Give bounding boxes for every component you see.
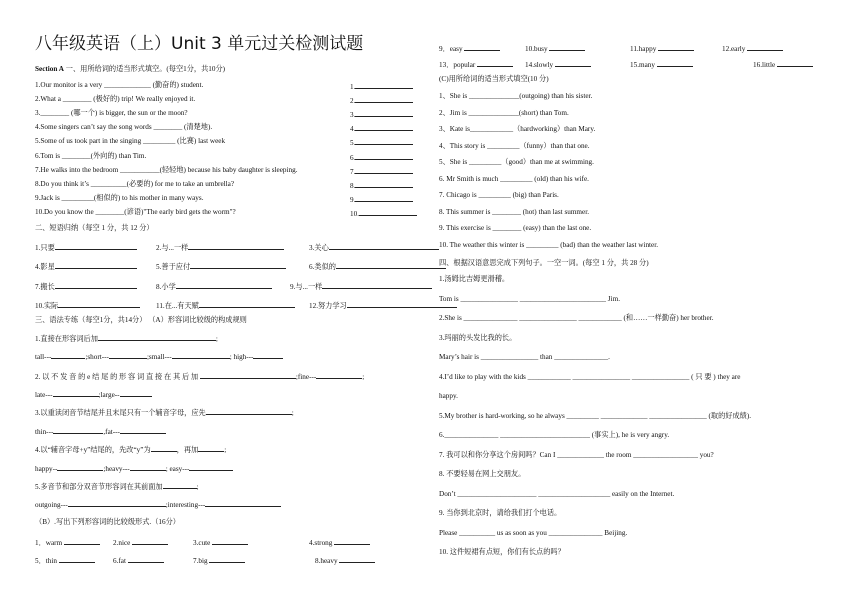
phrase-item: 6.类似的 bbox=[309, 261, 446, 272]
answer-line: 7. bbox=[350, 166, 413, 177]
fill-item: 2、Jim is ______________(short) than Tom. bbox=[439, 108, 569, 117]
phrase-item: 10.实际 bbox=[35, 300, 140, 311]
translation-line: 7. 我可以和你分享这个房间吗？Can I _____________ the room __________________ you? bbox=[439, 450, 714, 459]
comparative-item: 15.many bbox=[630, 59, 693, 70]
fill-item: 10. The weather this winter is _________ (bad) than the weather last winter. bbox=[439, 240, 659, 249]
phrase-item: 7.搬长 bbox=[35, 281, 137, 292]
rule-3-words: thin--- ,fat--- bbox=[35, 426, 166, 437]
fill-item: 8. This summer is ________ (hot) than last summer. bbox=[439, 207, 589, 216]
answer-line: 9. bbox=[350, 194, 413, 205]
translation-line: 10. 这件短裙有点短，你们有长点的吗？ bbox=[439, 548, 565, 556]
comparative-item: 10.busy bbox=[525, 43, 585, 54]
translation-line: 5.My brother is hard-working, so he always _________ _____________ ________________ (取的好成绩). bbox=[439, 411, 752, 420]
fill-item: 7. Chicago is _________ (big) than Paris. bbox=[439, 191, 559, 199]
question-item: 7.He walks into the bedroom ___________(轻轻地) because his baby daughter is sleeping. bbox=[35, 165, 298, 174]
translation-line: 4.I’d like to play with the kids ____________ ________________ ________________ ( 只 要 ) they are bbox=[439, 372, 741, 381]
comparative-item: 5．thin bbox=[35, 555, 95, 566]
rule-2: 2. 以 不 发 音 的 e 结 尾 的 形 容 词 直 接 在 其 后 加 ;fine--- ; bbox=[35, 373, 365, 381]
section-3-heading: 三、语法专练（每空1分，共14分） （A）形容词比较级的构成规则 bbox=[35, 316, 247, 324]
fill-item: 6. Mr Smith is much _________ (old) than his wife. bbox=[439, 174, 589, 183]
translation-line: Mary’s hair is ________________ than _______________. bbox=[439, 353, 610, 361]
section-c-heading: (C)用所给词的适当形式填空(10 分) bbox=[439, 75, 549, 83]
rule-1: 1.直接在形容词后加 ; bbox=[35, 335, 218, 343]
translation-line: 1.汤姆比吉姆更滑稽。 bbox=[439, 275, 510, 283]
translation-line: 6._______________ _________________________ (事实上), he is very angry. bbox=[439, 431, 670, 439]
answer-line: 8. bbox=[350, 180, 413, 191]
fill-item: 3、Kate is____________（hardworking）than Mary. bbox=[439, 125, 596, 133]
rule-5: 5.多音节和部分双音节形容词在其前面加 ; bbox=[35, 483, 199, 491]
phrase-item: 5.善于应付 bbox=[156, 261, 286, 272]
rule-2-words: late--- ;large-- bbox=[35, 389, 152, 400]
comparative-item: 7.big bbox=[193, 555, 245, 566]
answer-line: 5. bbox=[350, 137, 413, 148]
phrase-item: 8.小学 bbox=[156, 281, 272, 292]
comparative-item: 1．warm bbox=[35, 537, 100, 548]
comparative-item: 3.cute bbox=[193, 537, 248, 548]
section-a-heading: Section A 一、用所给词的适当形式填空。(每空1分，共10分) bbox=[35, 65, 226, 73]
translation-line: 2.She is _______________ ________________ ____________ (和……一样勤奋) her brother. bbox=[439, 314, 714, 322]
phrase-item: 11.在...有天赋 bbox=[156, 300, 295, 311]
phrase-item: 12.努力学习 bbox=[309, 300, 457, 311]
phrase-item: 1.只要 bbox=[35, 242, 137, 253]
section-2-heading: 二、短语归纳（每空 1 分，共 12 分） bbox=[35, 224, 154, 232]
comparative-item: 2.nice bbox=[113, 537, 168, 548]
fill-item: 1、She is ______________(outgoing) than his sister. bbox=[439, 92, 593, 100]
translation-line: Don’t ______________________ ____________________ easily on the Internet. bbox=[439, 489, 675, 498]
phrase-item: 2.与...一样 bbox=[156, 242, 284, 253]
comparative-item: 14.slowly bbox=[525, 59, 591, 70]
answer-line: 4. bbox=[350, 123, 413, 134]
fill-item: 4、This story is _________（funny）than that one. bbox=[439, 141, 590, 150]
section-4-heading: 四、根据汉语意思完成下列句子。一空一词。(每空 1 分，共 28 分) bbox=[439, 259, 649, 267]
question-item: 9.Jack is _________(相似的) to his mother in many ways. bbox=[35, 193, 204, 202]
fill-item: 5、She is _________（good）than me at swimming. bbox=[439, 158, 594, 166]
part-b-heading: （B）.写出下列形容词的比较级形式.（16分） bbox=[35, 518, 180, 526]
comparative-item: 16.little bbox=[753, 59, 813, 70]
answer-line: 3. bbox=[350, 109, 413, 120]
rule-3: 3.以重读闭音节结尾并且末尾只有一个辅音字母，应先 ; bbox=[35, 409, 294, 417]
question-item: 8.Do you think it’s __________(必要的) for me to take an umbrella? bbox=[35, 179, 235, 188]
comparative-item: 8.heavy bbox=[315, 555, 375, 566]
page-title: 八年级英语（上）Unit 3 单元过关检测试题 bbox=[35, 34, 364, 54]
question-item: 3.________ (哪一个) is bigger, the sun or the moon? bbox=[35, 109, 188, 118]
phrase-item: 3.关心 bbox=[309, 242, 439, 253]
rule-4: 4.以“辅音字母+y”结尾的，先改“y”为 ，再加 ; bbox=[35, 446, 227, 454]
answer-line: 6. bbox=[350, 152, 413, 163]
question-item: 10.Do you know the ________(谚语)"The early bird gets the worm"? bbox=[35, 207, 236, 216]
comparative-item: 13．popular bbox=[439, 59, 513, 70]
phrase-item: 9.与...一样 bbox=[290, 281, 432, 292]
comparative-item: 6.fat bbox=[113, 555, 164, 566]
phrase-item: 4.影星 bbox=[35, 261, 137, 272]
translation-line: Tom is ________________ ________________________ Jim. bbox=[439, 294, 620, 303]
translation-line: 9. 当你到北京时，请给我们打个电话。 bbox=[439, 509, 562, 517]
translation-line: happy. bbox=[439, 392, 458, 400]
answer-line: 2. bbox=[350, 95, 413, 106]
fill-item: 9. This exercise is ________ (easy) than the last one. bbox=[439, 224, 592, 232]
translation-line: 3.玛丽的头发比我的长。 bbox=[439, 333, 517, 342]
translation-line: Please __________ us as soon as you _______________ Beijing. bbox=[439, 528, 628, 537]
question-item: 4.Some singers can’t say the song words ________ (清楚地). bbox=[35, 123, 213, 132]
question-item: 6.Tom is ________(外向的) than Tim. bbox=[35, 151, 147, 160]
question-item: 2.What a ________ (极好的) trip! We really enjoyed it. bbox=[35, 95, 196, 104]
comparative-item: 9．easy bbox=[439, 43, 500, 54]
rule-4-words: happy-- ;heavy--- ; easy--- bbox=[35, 463, 233, 474]
comparative-item: 12.early bbox=[722, 43, 783, 54]
comparative-item: 11.happy bbox=[630, 43, 694, 54]
comparative-item: 4.strong bbox=[309, 537, 370, 548]
rule-5-words: outgoing--- ;interesting--- bbox=[35, 499, 281, 510]
rule-1-words: tall--- ;short--- ;small--- ; high--- bbox=[35, 351, 283, 362]
question-item: 1.Our monitor is a very _____________ (勤奋的) student. bbox=[35, 81, 204, 89]
answer-line: 1. bbox=[350, 81, 413, 92]
answer-line: 10. bbox=[350, 208, 417, 219]
question-item: 5.Some of us took part in the singing _________ (比赛) last week bbox=[35, 137, 226, 146]
translation-line: 8. 不要轻易在网上交朋友。 bbox=[439, 470, 526, 478]
